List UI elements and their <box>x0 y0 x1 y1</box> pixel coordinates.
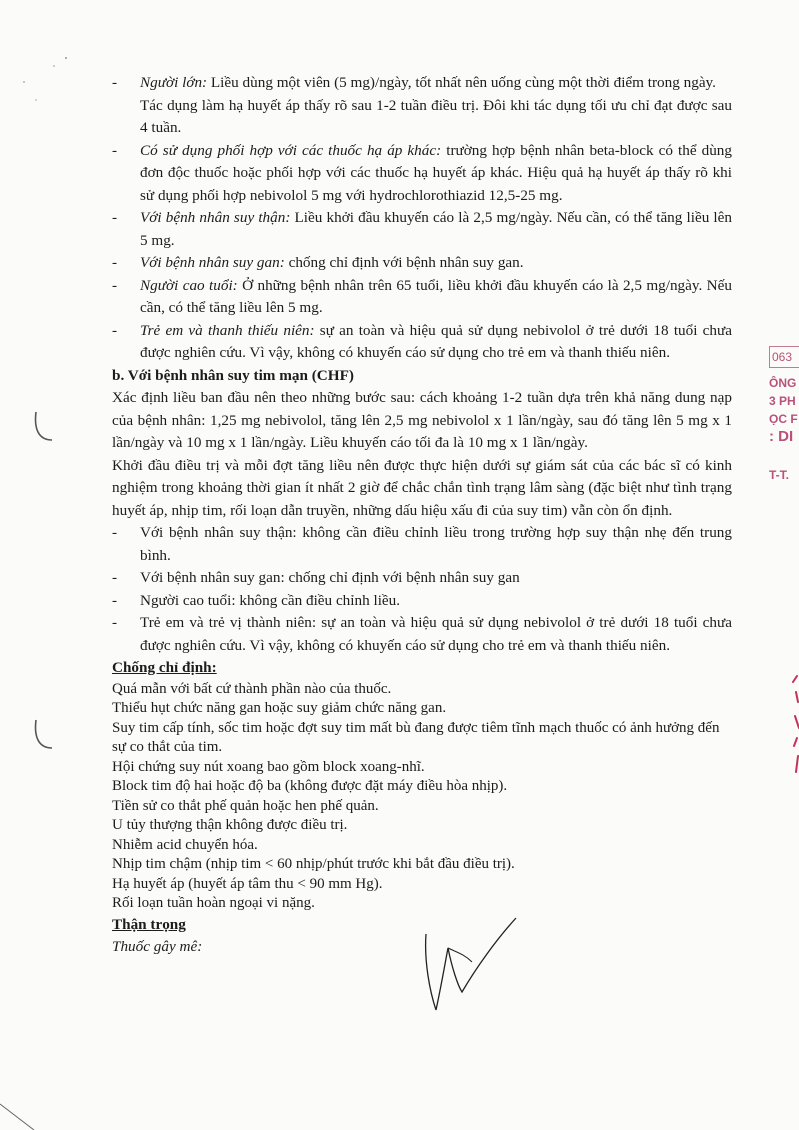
dosage-adults-text <box>140 72 732 95</box>
chf-paragraph-1: Xác định liều ban đầu nên theo những bước sau: cách khoảng 1-2 tuần dựa trên khả năng dung nạp của bệnh nhân: 1,25 mg nebivolol, tăng lên 2,5 mg nebivolol x 1 lần/ngày, sau đó tăng lên 5 mg x 1 lần/ngày và 10 mg x 1 lần/ngày. Liều khuyến cáo tối đa là 10 mg x 1 lần/ngày. <box>112 389 732 451</box>
stamp-line: T-T. <box>769 468 789 482</box>
scan-specks <box>16 52 76 112</box>
chf-item <box>112 612 732 657</box>
contraindication-item: Nhịp tim chậm (nhịp tim < 60 nhịp/phút trước khi bắt đầu điều trị). <box>112 856 515 872</box>
stamp-line: ÔNG <box>769 376 797 390</box>
precautions-subheading: Thuốc gây mê: <box>112 938 203 955</box>
stamp-line: ỌC F <box>769 412 798 426</box>
chf-item <box>112 567 732 590</box>
bullet-dash: - <box>112 276 118 294</box>
dosage-item-lead: Có sử dụng phối hợp với các thuốc hạ áp khác: <box>140 141 442 159</box>
contraindication-item: Thiểu hụt chức năng gan hoặc suy giảm chức năng gan. <box>112 700 447 716</box>
contraindication-item: Block tim độ hai hoặc độ ba (không được đặt máy điều hòa nhịp). <box>112 778 508 794</box>
dosage-item <box>112 275 732 320</box>
document-body <box>112 72 732 959</box>
contraindication-item: Suy tim cấp tính, sốc tim hoặc đợt suy tim mất bù đang được tiêm tĩnh mạch thuốc có ảnh hưởng đến sự co thắt của tim. <box>112 719 720 755</box>
stamp-line: 3 PH <box>769 394 796 408</box>
dosage-item-lead: Trẻ em và thanh thiếu niên: <box>140 321 315 339</box>
punch-hole-mark-top <box>30 410 56 446</box>
contraindications-heading: Chống chỉ định: <box>112 659 217 676</box>
dosage-adults <box>112 72 732 140</box>
bullet-dash: - <box>112 614 118 631</box>
bullet-dash: - <box>112 74 118 91</box>
official-stamp-partial <box>769 346 799 496</box>
dosage-adults-body: Liều dùng một viên (5 mg)/ngày, tốt nhất nên uống cùng một thời điểm trong ngày. <box>207 74 716 91</box>
dosage-item-text: sự an toàn và hiệu quả sử dụng nebivolol ở trẻ dưới 18 tuổi chưa được nghiên cứu. Vì vậy, không có khuyến cáo sử dụng cho trẻ em và thanh thiếu niên. <box>140 321 732 361</box>
chf-item-text: Với bệnh nhân suy thận: không cần điều chỉnh liều trong trường hợp suy thận nhẹ đến trung bình. <box>140 524 732 564</box>
chf-paragraph-2: Khởi đầu điều trị và mỗi đợt tăng liều nên được thực hiện dưới sự giám sát của các bác sĩ có kinh nghiệm trong khoảng thời gian ít nhất 2 giờ để chắc chắn tình trạng lâm sàng (đặc biệt như tình trạng huyết áp, nhịp tim, rối loạn dẫn truyền, những dấu hiệu xấu đi của suy tim) vẫn còn ổn định. <box>112 456 732 519</box>
chf-item <box>112 522 732 567</box>
handwritten-signature <box>412 912 532 1022</box>
contraindication-item: Hạ huyết áp (huyết áp tâm thu < 90 mm Hg). <box>112 875 383 892</box>
dosage-item <box>112 140 732 208</box>
dosage-adults-lead: Người lớn: <box>140 74 208 91</box>
contraindication-item: Nhiễm acid chuyển hóa. <box>112 836 258 853</box>
contraindications-list <box>112 680 732 914</box>
dosage-item-text: trường hợp bệnh nhân beta-block có thể dùng đơn độc thuốc hoặc phối hợp với các thuốc hạ huyết áp khác. Hiệu quả hạ huyết áp thấy rõ khi sử dụng phối hợp nebivolol 5 mg với hydrochlorothiazid 12,5-25 mg. <box>140 141 732 204</box>
chf-item-text: Trẻ em và trẻ vị thành niên: sự an toàn và hiệu quả sử dụng nebivolol ở trẻ dưới 18 tuổi chưa được nghiên cứu. Vì vậy, không có khuyến cáo sử dụng cho trẻ em và thanh thiếu niên. <box>140 614 732 654</box>
precautions-heading: Thận trọng <box>112 915 186 933</box>
dosage-item-text: chống chỉ định với bệnh nhân suy gan. <box>284 254 524 271</box>
dosage-item <box>112 207 732 252</box>
dosage-item-lead: Với bệnh nhân suy thận: <box>140 209 291 226</box>
chf-item <box>112 590 732 613</box>
dosage-item-lead: Với bệnh nhân suy gan: <box>140 254 285 271</box>
bullet-dash: - <box>112 254 118 271</box>
bullet-dash: - <box>112 524 118 541</box>
dosage-adults-continuation: Tác dụng làm hạ huyết áp thấy rõ sau 1-2 tuần điều trị. Đôi khi tác dụng tối ưu chỉ đạt được sau 4 tuần. <box>140 96 732 136</box>
bullet-dash: - <box>112 141 118 159</box>
bullet-dash: - <box>112 209 118 226</box>
contraindication-item: U tủy thượng thận không được điều trị. <box>112 817 348 833</box>
stamp-line: 063 <box>769 346 799 368</box>
contraindication-item: Hội chứng suy nút xoang bao gồm block xoang-nhĩ. <box>112 758 425 775</box>
contraindication-item: Tiền sử co thắt phế quản hoặc hen phế quản. <box>112 797 379 814</box>
contraindication-item: Quá mẫn với bất cứ thành phần nào của thuốc. <box>112 680 392 697</box>
punch-hole-mark-bottom <box>30 718 56 754</box>
dosage-item-text: Ở những bệnh nhân trên 65 tuổi, liều khởi đầu khuyến cáo là 2,5 mg/ngày. Nếu cần, có thể tăng liều lên 5 mg. <box>140 276 732 316</box>
chf-item-text: Người cao tuổi: không cần điều chỉnh liều. <box>140 591 401 609</box>
chf-item-text: Với bệnh nhân suy gan: chống chỉ định với bệnh nhân suy gan <box>140 569 520 586</box>
stamp-ink-smear <box>787 672 799 782</box>
dosage-item-text: Liều khởi đầu khuyến cáo là 2,5 mg/ngày. Nếu cần, có thể tăng liều lên 5 mg. <box>140 209 732 249</box>
dosage-item <box>112 320 732 365</box>
chf-heading: b. Với bệnh nhân suy tim mạn (CHF) <box>112 366 354 384</box>
bullet-dash: - <box>112 321 118 339</box>
corner-fold-line <box>0 1100 40 1130</box>
bullet-dash: - <box>112 591 118 609</box>
stamp-line: : DI <box>769 428 794 445</box>
dosage-item-lead: Người cao tuổi: <box>140 276 238 294</box>
bullet-dash: - <box>112 569 118 586</box>
dosage-item <box>112 252 732 275</box>
contraindication-item: Rối loạn tuần hoàn ngoại vi nặng. <box>112 895 315 911</box>
